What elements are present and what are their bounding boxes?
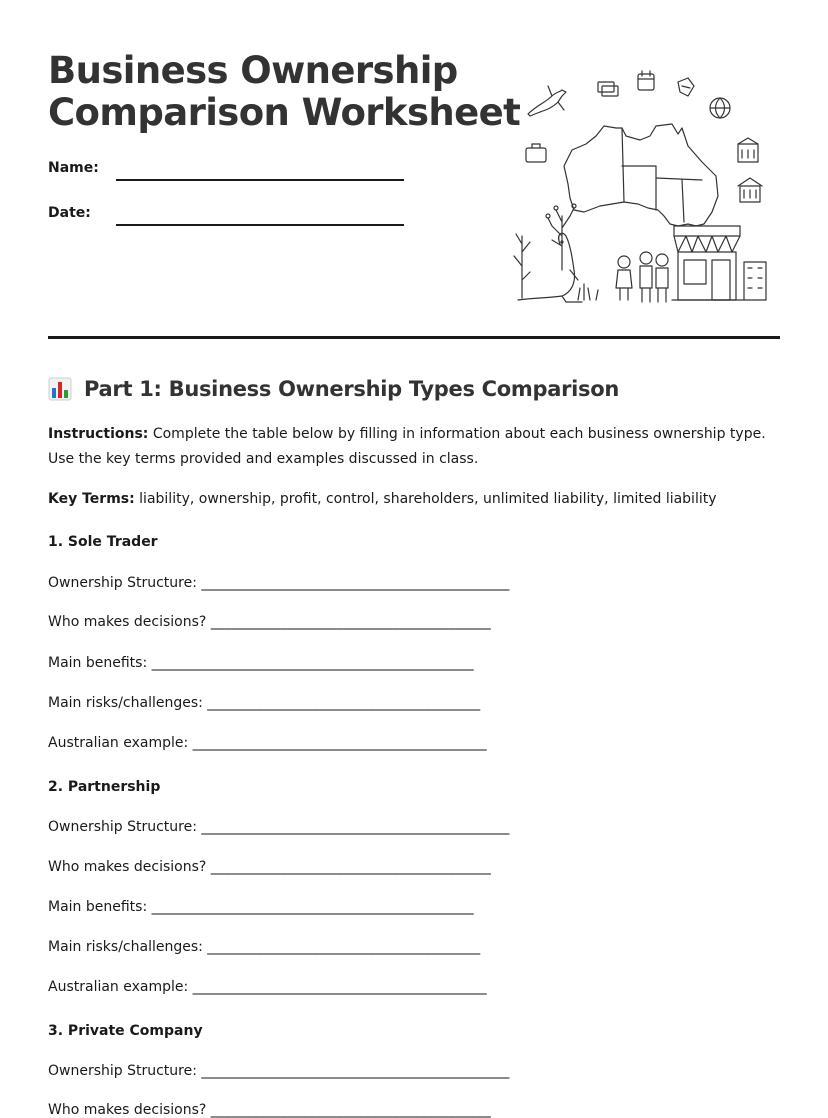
small-plant-icon — [514, 234, 530, 298]
question-ownership-structure[interactable]: Ownership Structure: ____________________________________________ — [48, 819, 510, 835]
question-australian-example[interactable]: Australian example: __________________________________________ — [48, 979, 487, 995]
question-australian-example[interactable]: Australian example: __________________________________________ — [48, 735, 487, 751]
bar-chart-icon — [48, 377, 72, 401]
apartment-building-icon — [744, 262, 766, 300]
question-ownership-structure[interactable]: Ownership Structure: ____________________________________________ — [48, 575, 510, 591]
question-who-makes-decisions[interactable]: Who makes decisions? ________________________________________ — [48, 859, 491, 875]
bank-building-icon — [738, 138, 758, 162]
state-border-south — [682, 180, 684, 222]
question-main-benefits[interactable]: Main benefits: ______________________________________________ — [48, 655, 474, 671]
kangaroo-sitting-icon — [518, 233, 582, 302]
date-field — [48, 205, 408, 229]
australia-map-outline — [564, 124, 718, 226]
briefcase-icon — [526, 144, 546, 162]
state-border-north — [622, 166, 656, 210]
question-main-risks[interactable]: Main risks/challenges: _______________________________________ — [48, 939, 481, 955]
date-label: Date: — [48, 205, 91, 221]
instructions-paragraph — [48, 422, 780, 472]
name-label: Name: — [48, 160, 99, 176]
section-heading-private-company: 3. Private Company — [48, 1023, 203, 1039]
key-terms-text: liability, ownership, profit, control, shareholders, unlimited liability, limited liability — [139, 491, 717, 507]
instructions-text: Complete the table below by filling in information about each business ownership type. Use the key terms provided and examples discussed in class. — [48, 426, 766, 467]
section-heading-sole-trader: 1. Sole Trader — [48, 534, 158, 550]
handshake-icon — [678, 78, 694, 96]
state-border-west — [622, 128, 624, 202]
calendar-icon — [638, 71, 654, 90]
children-icon — [616, 252, 668, 302]
grass-icon — [578, 284, 598, 300]
globe-icon — [710, 98, 730, 118]
question-main-benefits[interactable]: Main benefits: ______________________________________________ — [48, 899, 474, 915]
kangaroo-jumping-icon — [528, 86, 566, 116]
key-terms-paragraph — [48, 487, 780, 512]
part-1-heading — [48, 374, 619, 404]
question-ownership-structure[interactable]: Ownership Structure: ____________________________________________ — [48, 1063, 510, 1079]
question-main-risks[interactable]: Main risks/challenges: _______________________________________ — [48, 695, 481, 711]
header-divider — [48, 336, 780, 339]
money-icon — [598, 82, 618, 96]
shop-front-icon — [672, 226, 744, 300]
key-terms-label: Key Terms: — [48, 491, 135, 507]
state-border-east — [656, 178, 702, 180]
title-line-2: Comparison Worksheet — [48, 91, 521, 134]
title-line-1: Business Ownership — [48, 49, 458, 92]
name-blank-line[interactable] — [116, 179, 404, 181]
australia-business-illustration — [512, 66, 774, 306]
office-building-icon — [738, 178, 762, 202]
section-heading-partnership: 2. Partnership — [48, 779, 161, 795]
question-who-makes-decisions[interactable]: Who makes decisions? ________________________________________ — [48, 1102, 491, 1118]
date-blank-line[interactable] — [116, 224, 404, 226]
name-field — [48, 160, 408, 184]
part-1-title: Part 1: Business Ownership Types Comparison — [84, 377, 620, 401]
question-who-makes-decisions[interactable]: Who makes decisions? ________________________________________ — [48, 614, 491, 630]
worksheet-title — [48, 50, 520, 134]
instructions-label: Instructions: — [48, 426, 149, 442]
tree-icon — [546, 204, 576, 270]
